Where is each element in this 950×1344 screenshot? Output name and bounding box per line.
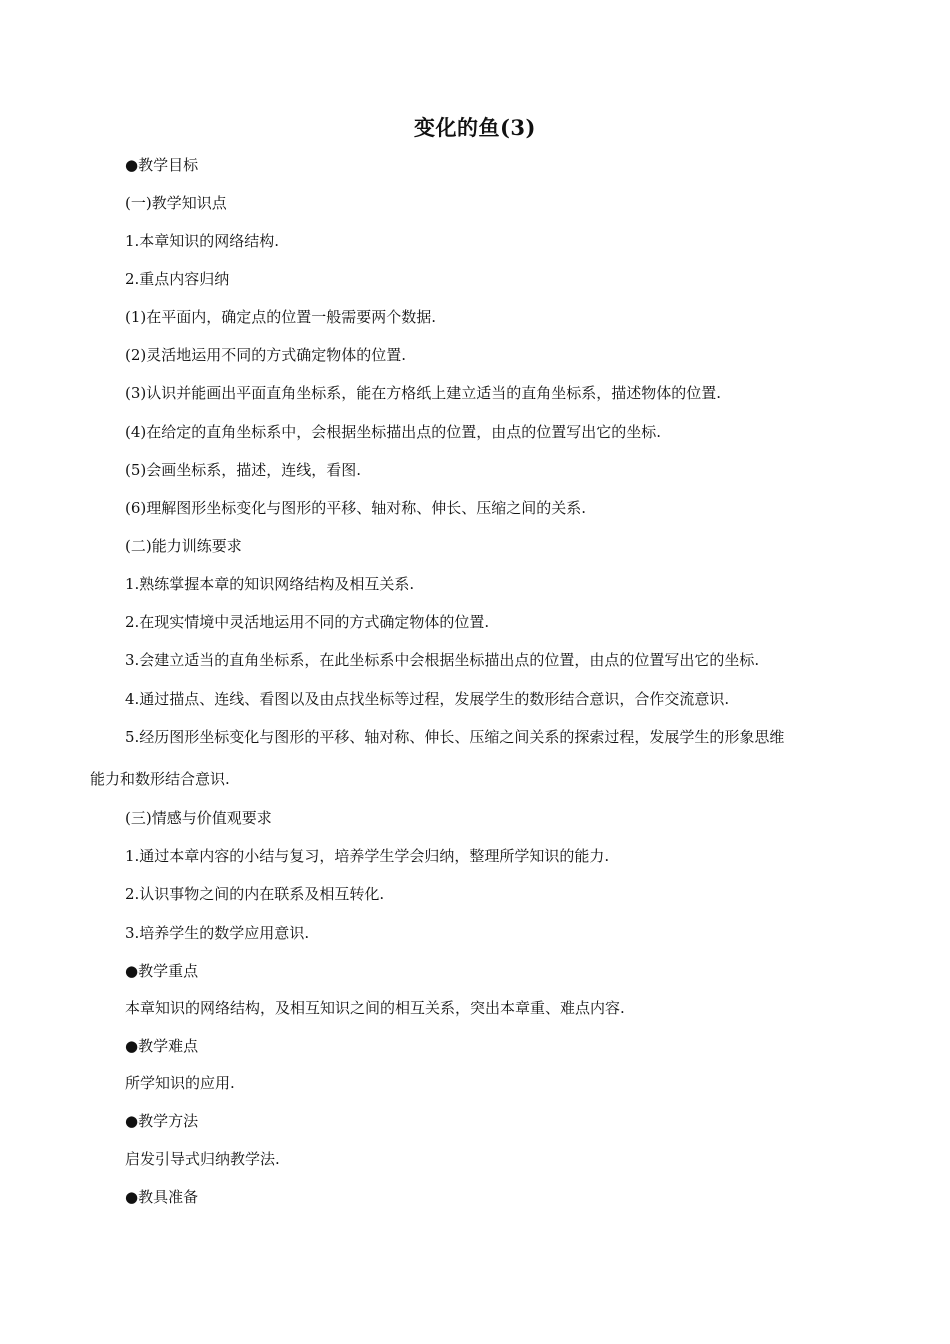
text-line: (6)理解图形坐标变化与图形的平移、轴对称、伸长、压缩之间的关系. xyxy=(125,499,587,517)
subsection-heading-knowledge: (一)教学知识点 xyxy=(125,194,227,212)
document-title: 变化的鱼(3) xyxy=(414,115,536,140)
subsection-heading-values: (三)情感与价值观要求 xyxy=(125,809,272,827)
wrapped-paragraph xyxy=(90,727,865,789)
text-line: (1)在平面内，确定点的位置一般需要两个数据. xyxy=(125,308,437,326)
section-heading-key-points: ●教学重点 xyxy=(125,962,199,980)
text-line: 所学知识的应用. xyxy=(125,1074,235,1092)
text-line: 2.在现实情境中灵活地运用不同的方式确定物体的位置. xyxy=(125,613,490,631)
wrapped-paragraph-line-2: 能力和数形结合意识. xyxy=(90,770,230,788)
text-line: 2.重点内容归纳 xyxy=(125,270,230,288)
section-heading-difficulties: ●教学难点 xyxy=(125,1037,199,1055)
text-line: 1.本章知识的网络结构. xyxy=(125,232,280,250)
text-line: (2)灵活地运用不同的方式确定物体的位置. xyxy=(125,346,407,364)
text-line: 3.会建立适当的直角坐标系，在此坐标系中会根据坐标描出点的位置，由点的位置写出它的坐标. xyxy=(125,651,760,669)
wrapped-paragraph-line-1: 5.经历图形坐标变化与图形的平移、轴对称、伸长、压缩之间关系的探索过程，发展学生的形象思维 xyxy=(125,728,785,746)
subsection-heading-ability: (二)能力训练要求 xyxy=(125,537,242,555)
text-line: 1.通过本章内容的小结与复习，培养学生学会归纳，整理所学知识的能力. xyxy=(125,847,610,865)
section-heading-teaching-goals: ●教学目标 xyxy=(125,156,199,174)
section-heading-materials: ●教具准备 xyxy=(125,1188,199,1206)
text-line: (3)认识并能画出平面直角坐标系，能在方格纸上建立适当的直角坐标系，描述物体的位置. xyxy=(125,384,722,402)
text-line: 1.熟练掌握本章的知识网络结构及相互关系. xyxy=(125,575,415,593)
section-heading-methods: ●教学方法 xyxy=(125,1112,199,1130)
text-line: 4.通过描点、连线、看图以及由点找坐标等过程，发展学生的数形结合意识，合作交流意识. xyxy=(125,690,730,708)
text-line: (4)在给定的直角坐标系中，会根据坐标描出点的位置，由点的位置写出它的坐标. xyxy=(125,423,662,441)
text-line: 启发引导式归纳教学法. xyxy=(125,1150,280,1168)
text-line: (5)会画坐标系，描述，连线，看图. xyxy=(125,461,362,479)
text-line: 2.认识事物之间的内在联系及相互转化. xyxy=(125,885,385,903)
text-line: 本章知识的网络结构，及相互知识之间的相互关系，突出本章重、难点内容. xyxy=(125,999,625,1017)
text-line: 3.培养学生的数学应用意识. xyxy=(125,924,310,942)
